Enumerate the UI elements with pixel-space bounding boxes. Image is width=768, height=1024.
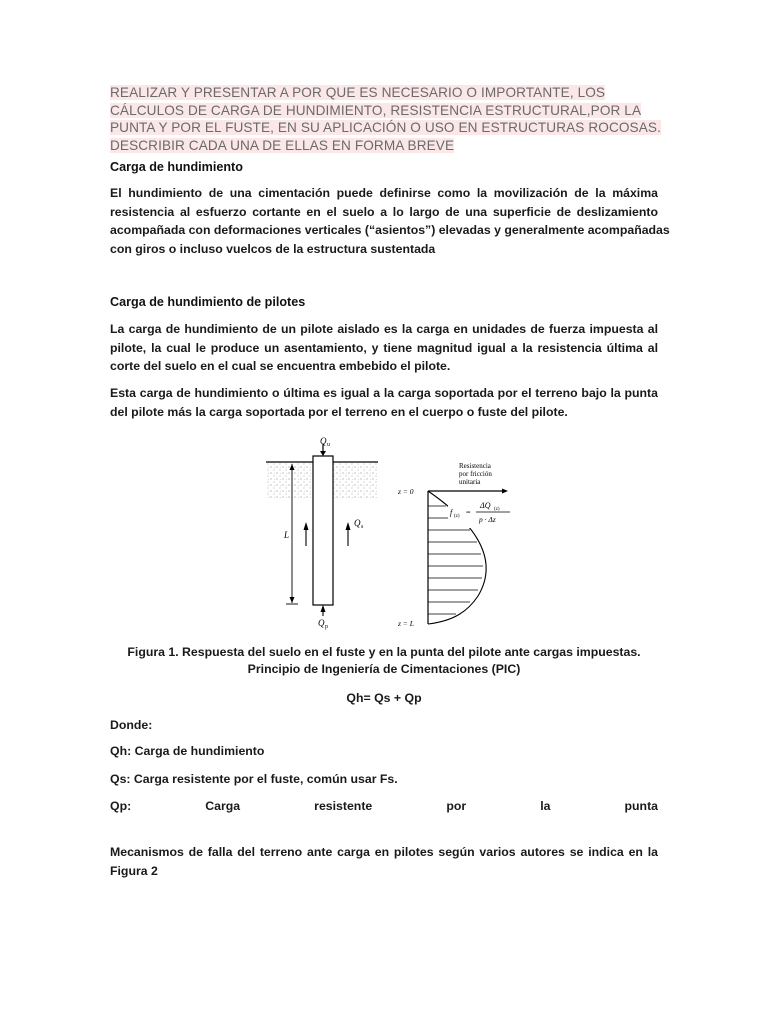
resistance-title-1: Resistencia <box>459 462 491 470</box>
paragraph-line: acompañada con deformaciones verticales (“asientos”) elevadas y generalmente acompañadas <box>110 223 670 237</box>
paragraph-line: del pilote más la carga soportada por el terreno en el cuerpo o fuste del pilote. <box>110 404 568 419</box>
paragraph-line: pilote, la cual le produce un asentamiento, y tiene magnitud igual a la resistencia última al <box>110 340 658 355</box>
load-equation: Qh= Qs + Qp <box>346 691 422 705</box>
paragraph-line: Mecanismos de falla del terreno ante carga en pilotes según varios autores se indica en la <box>110 845 658 859</box>
pile-shaft <box>313 456 333 605</box>
resistance-title-2: por fricción <box>459 470 492 478</box>
heading-line-1: REALIZAR Y PRESENTAR A POR QUE ES NECESARIO O IMPORTANTE, LOS <box>110 85 606 100</box>
qp-word: la <box>540 799 551 813</box>
paragraph-mecanismos <box>110 843 658 880</box>
paragraph-pilote-aislado <box>110 320 658 376</box>
qu-label-sub: u <box>327 442 330 448</box>
z0-label: z = 0 <box>398 487 414 496</box>
formula-equals: = <box>466 508 471 517</box>
paragraph-line: corte del suelo en el cual se encuentra embebido el pilote. <box>110 359 451 373</box>
friction-formula <box>448 498 516 528</box>
qp-word: punta <box>624 799 658 813</box>
caption-line-1: Figura 1. Respuesta del suelo en el fuste y en la punta del pilote ante cargas impuestas. <box>127 645 641 659</box>
qu-label: Q <box>320 436 327 446</box>
paragraph-hundimiento <box>110 184 670 258</box>
assignment-heading <box>110 84 670 154</box>
heading-line-4: DESCRIBIR CADA UNA DE ELLAS EN FORMA BREVE <box>110 137 455 153</box>
formula-numerator: ΔQ <box>480 501 491 510</box>
qs-label-sub: s <box>361 524 364 530</box>
qp-word: resistente <box>314 799 373 813</box>
qs-label: Q <box>354 518 361 528</box>
qp-word: Carga <box>205 799 241 813</box>
paragraph-line: Figura 2 <box>110 863 158 878</box>
paragraph-carga-ultima <box>110 384 658 421</box>
heading-line-2: CÁLCULOS DE CARGA DE HUNDIMIENTO, RESISTENCIA ESTRUCTURAL,POR LA <box>110 102 642 118</box>
section-title-carga-hundimiento: Carga de hundimiento <box>110 160 243 174</box>
pile-response-figure <box>258 436 518 631</box>
length-label: L <box>284 530 290 540</box>
paragraph-line: con giros o incluso vuelcos de la estructura sustentada <box>110 241 436 256</box>
figure-caption <box>110 644 658 678</box>
definition-qs: Qs: Carga resistente por el fuste, común usar Fs. <box>110 772 398 786</box>
heading-line-3: PUNTA Y POR EL FUSTE, EN SU APLICACIÓN O USO EN ESTRUCTURAS ROCOSAS. <box>110 120 661 135</box>
formula-f-sub: (z) <box>454 514 460 519</box>
paragraph-line: Esta carga de hundimiento o última es igual a la carga soportada por el terreno bajo la punta <box>110 386 658 400</box>
qp-label-sub: p <box>325 624 328 630</box>
qp-word: por <box>446 799 467 813</box>
qp-word: Qp: <box>110 799 132 813</box>
section-title-carga-pilotes: Carga de hundimiento de pilotes <box>110 295 306 309</box>
formula-numerator-sub: (z) <box>494 507 500 512</box>
formula-f: f <box>450 508 453 517</box>
definition-qp <box>110 799 658 813</box>
donde-label: Donde: <box>110 718 153 732</box>
definition-qh: Qh: Carga de hundimiento <box>110 744 265 758</box>
paragraph-line: El hundimiento de una cimentación puede definirse como la movilización de la máxima <box>110 186 658 200</box>
paragraph-line: resistencia al esfuerzo cortante en el suelo a lo largo de una superficie de deslizamiento <box>110 204 658 219</box>
formula-denominator: p · Δz <box>479 515 496 524</box>
qp-label: Q <box>318 618 325 628</box>
resistance-title-3: unitaria <box>459 478 481 486</box>
zl-label: z = L <box>398 619 414 628</box>
qp-arrow <box>321 605 326 616</box>
paragraph-line: La carga de hundimiento de un pilote aislado es la carga en unidades de fuerza impuesta al <box>110 322 658 336</box>
caption-line-2: Principio de Ingeniería de Cimentaciones (PIC) <box>247 662 521 676</box>
